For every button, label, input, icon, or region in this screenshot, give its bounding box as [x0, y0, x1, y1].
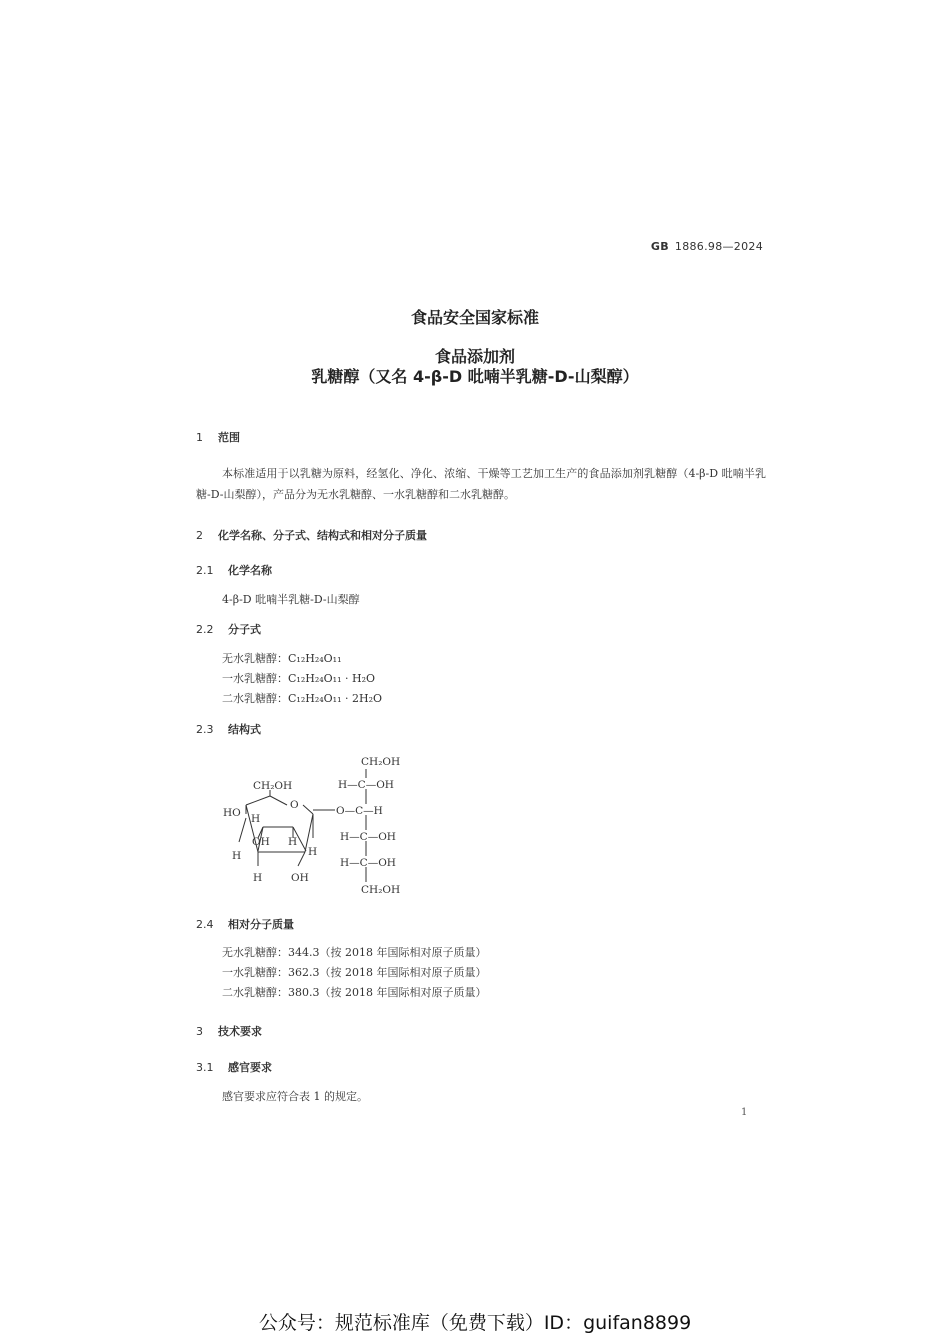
footer-watermark: 公众号：规范标准库（免费下载）ID：guifan8899: [258, 1312, 692, 1334]
chain-row2: O—C—H: [336, 805, 383, 817]
ring-o: O: [290, 799, 299, 811]
ring-oh: OH: [252, 836, 270, 848]
chain-ch2oh-bottom: CH₂OH: [361, 884, 401, 896]
ring-h1: H: [251, 813, 261, 825]
formula-monohydrate: 一水乳糖醇：C₁₂H₂₄O₁₁ · H₂O: [222, 672, 375, 685]
chain-row4: H—C—OH: [340, 857, 396, 869]
chain-row1: H—C—OH: [338, 779, 394, 791]
structural-formula: [218, 748, 418, 900]
section-3-heading: 3 技术要求: [196, 1025, 262, 1038]
ring-h4: H: [232, 850, 242, 862]
section-1-heading: 1 范围: [196, 431, 240, 444]
section-3-1-heading: 3.1 感官要求: [196, 1061, 272, 1074]
mass-anhydrous: 无水乳糖醇：344.3（按 2018 年国际相对原子质量）: [222, 946, 487, 959]
page-number: 1: [741, 1107, 748, 1118]
standard-code: GB 1886.98—2024: [650, 240, 763, 253]
doc-subtitle: 食品添加剂: [434, 347, 515, 366]
ring-h5: H: [253, 872, 263, 884]
sensory-requirement-text: 感官要求应符合表 1 的规定。: [222, 1090, 368, 1103]
ring-h2: H: [288, 836, 298, 848]
chemical-name: 4-β-D 吡喃半乳糖-D-山梨醇: [222, 593, 360, 606]
mass-dihydrate: 二水乳糖醇：380.3（按 2018 年国际相对原子质量）: [222, 986, 487, 999]
ring-oh2: OH: [291, 872, 309, 884]
chain-row3: H—C—OH: [340, 831, 396, 843]
section-2-3-heading: 2.3 结构式: [196, 723, 261, 736]
doc-title: 食品安全国家标准: [410, 308, 539, 327]
formula-dihydrate: 二水乳糖醇：C₁₂H₂₄O₁₁ · 2H₂O: [222, 692, 382, 705]
mass-monohydrate: 一水乳糖醇：362.3（按 2018 年国际相对原子质量）: [222, 966, 487, 979]
ring-ho: HO: [223, 807, 241, 819]
formula-anhydrous: 无水乳糖醇：C₁₂H₂₄O₁₁: [222, 652, 342, 665]
ring-h3: H: [308, 846, 318, 858]
section-2-2-heading: 2.2 分子式: [196, 623, 261, 636]
section-2-heading: 2 化学名称、分子式、结构式和相对分子质量: [196, 529, 427, 542]
ring-ch2oh: CH₂OH: [253, 780, 293, 792]
section-2-4-heading: 2.4 相对分子质量: [196, 918, 294, 931]
scope-paragraph: 本标准适用于以乳糖为原料，经氢化、净化、浓缩、干燥等工艺加工生产的食品添加剂乳糖醇（4-β-D 吡喃半乳糖-D-山梨醇），产品分为无水乳糖醇、一水乳糖醇和二水乳糖醇。: [196, 467, 766, 501]
section-2-1-heading: 2.1 化学名称: [196, 564, 272, 577]
chain-ch2oh-top: CH₂OH: [361, 756, 401, 768]
doc-product-title: 乳糖醇（又名 4-β-D 吡喃半乳糖-D-山梨醇）: [311, 367, 639, 386]
